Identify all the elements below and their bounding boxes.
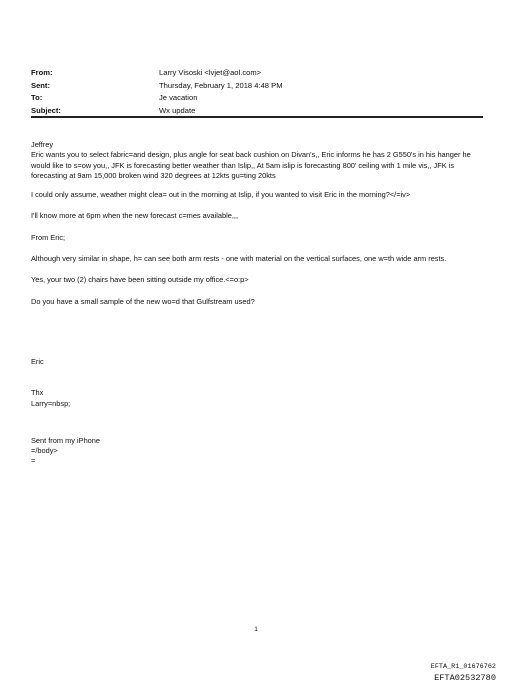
body-signature-larry: Thx Larry=nbsp; — [31, 388, 71, 408]
body-paragraph-arm-rests: Although very similar in shape, h= can see both arm rests - one with material on the vertical surfaces, one w=th wide arm rests. — [31, 254, 447, 264]
header-from-row — [31, 67, 489, 80]
email-body — [31, 140, 483, 467]
body-sent-from: Sent from my iPhone =/body> = — [31, 435, 101, 466]
header-to-row — [31, 92, 489, 105]
body-paragraph-chairs: Yes, your two (2) chairs have been sitting outside my office.<=o:p> — [31, 275, 249, 285]
body-signature-eric: Eric — [31, 356, 44, 366]
bates-number-secondary: EFTA02532780 — [434, 673, 496, 683]
email-header — [31, 67, 489, 117]
bates-number-primary: EFTA_R1_01676762 — [430, 663, 496, 671]
page-number: 1 — [254, 626, 258, 633]
to-label: To: — [31, 93, 43, 103]
sent-label: Sent: — [31, 80, 50, 90]
body-paragraph-forecast: I'll know more at 6pm when the new forecast c=mes available,,, — [31, 211, 239, 221]
subject-value: Wx update — [159, 105, 196, 115]
body-paragraph-intro: Jeffrey Eric wants you to select fabric=and design, plus angle for seat back cushion on Divan's,, Eric informs he has 2 G550's in his hanger he would like to s=ow you,, JFK is forecasting better weather than Islip,, At 5am islip is forecasting 800' ceiling with 1 mile vis,, JFK is forecasting at 9am 15,000 broken wind 320 degrees at 12kts gu=ting 20kts — [31, 140, 471, 180]
header-sent-row — [31, 80, 489, 93]
body-paragraph-weather: I could only assume, weather might clea= out in the morning at Islip, if you wanted to visit Eric in the morning?</=iv> — [31, 190, 411, 200]
body-paragraph-wood-sample: Do you have a small sample of the new wo=d that Gulfstream used? — [31, 296, 255, 306]
subject-label: Subject: — [31, 105, 61, 115]
to-value: Je vacation — [159, 93, 198, 103]
body-paragraph-from-eric: From Eric; — [31, 232, 66, 242]
sent-value: Thursday, February 1, 2018 4:48 PM — [159, 80, 283, 90]
from-label: From: — [31, 68, 53, 77]
header-divider — [31, 116, 483, 118]
from-value: Larry Visoski <lvjet@aol.com> — [159, 68, 262, 77]
